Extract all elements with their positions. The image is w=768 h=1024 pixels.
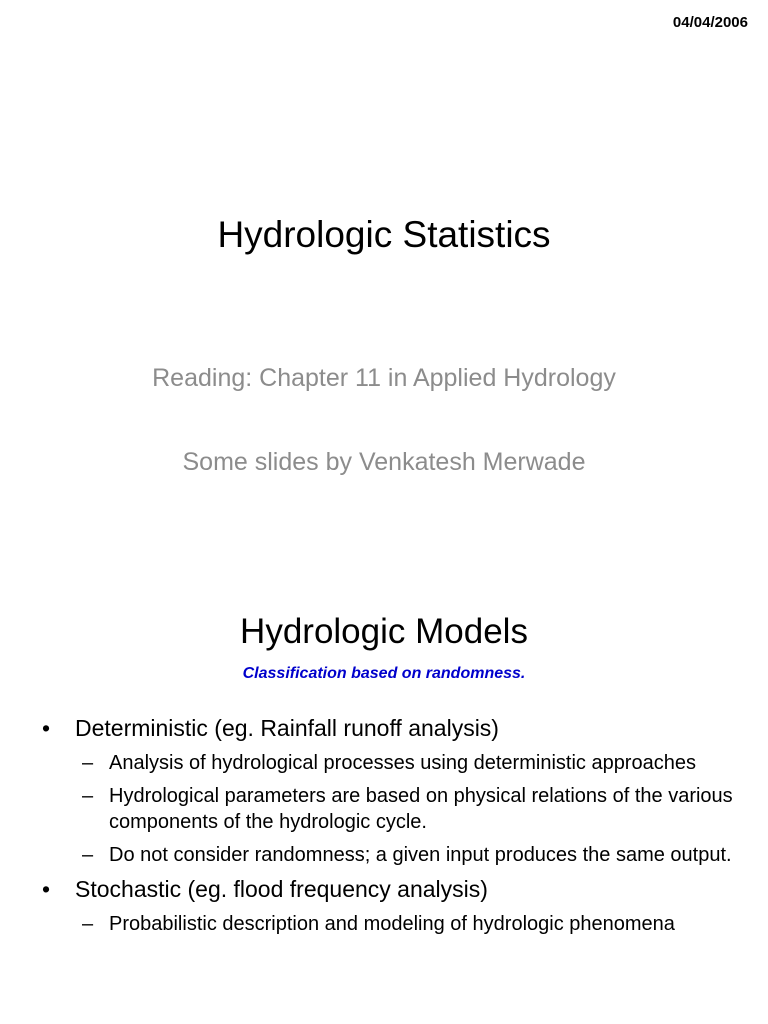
dash-icon: – <box>82 913 94 935</box>
sub-bullet-text: Do not consider randomness; a given input produces the same output. <box>109 844 732 866</box>
sub-bullet <box>40 750 738 776</box>
dash-icon: – <box>82 785 94 807</box>
sub-bullet <box>40 783 738 835</box>
slide-title-heading: Hydrologic Statistics <box>217 214 551 255</box>
dash-icon: – <box>82 844 94 866</box>
bullet-text: Deterministic (eg. Rainfall runoff analysis) <box>75 715 499 741</box>
sub-bullet <box>40 842 738 868</box>
reading-subtitle: Reading: Chapter 11 in Applied Hydrology <box>152 364 616 392</box>
sub-bullet <box>40 911 738 937</box>
models-subtitle: Classification based on randomness. <box>242 665 526 682</box>
bullet-icon: • <box>42 715 51 741</box>
bullet-stochastic <box>40 875 738 903</box>
bullet-text: Stochastic (eg. flood frequency analysis) <box>75 876 488 902</box>
credits-subtitle: Some slides by Venkatesh Merwade <box>182 448 586 476</box>
slide-date: 04/04/2006 <box>672 14 748 31</box>
sub-bullet-text: Analysis of hydrological processes using deterministic approaches <box>109 752 696 774</box>
sub-bullet-text: Hydrological parameters are based on physical relations of the various components of the hydrologic cycle. <box>109 785 733 833</box>
bullet-deterministic <box>40 714 738 742</box>
dash-icon: – <box>82 752 94 774</box>
bullet-icon: • <box>42 876 51 902</box>
slide-models <box>0 576 768 1024</box>
bullet-list <box>40 714 738 944</box>
models-title: Hydrologic Models <box>240 612 528 651</box>
sub-bullet-text: Probabilistic description and modeling of hydrologic phenomena <box>109 913 675 935</box>
